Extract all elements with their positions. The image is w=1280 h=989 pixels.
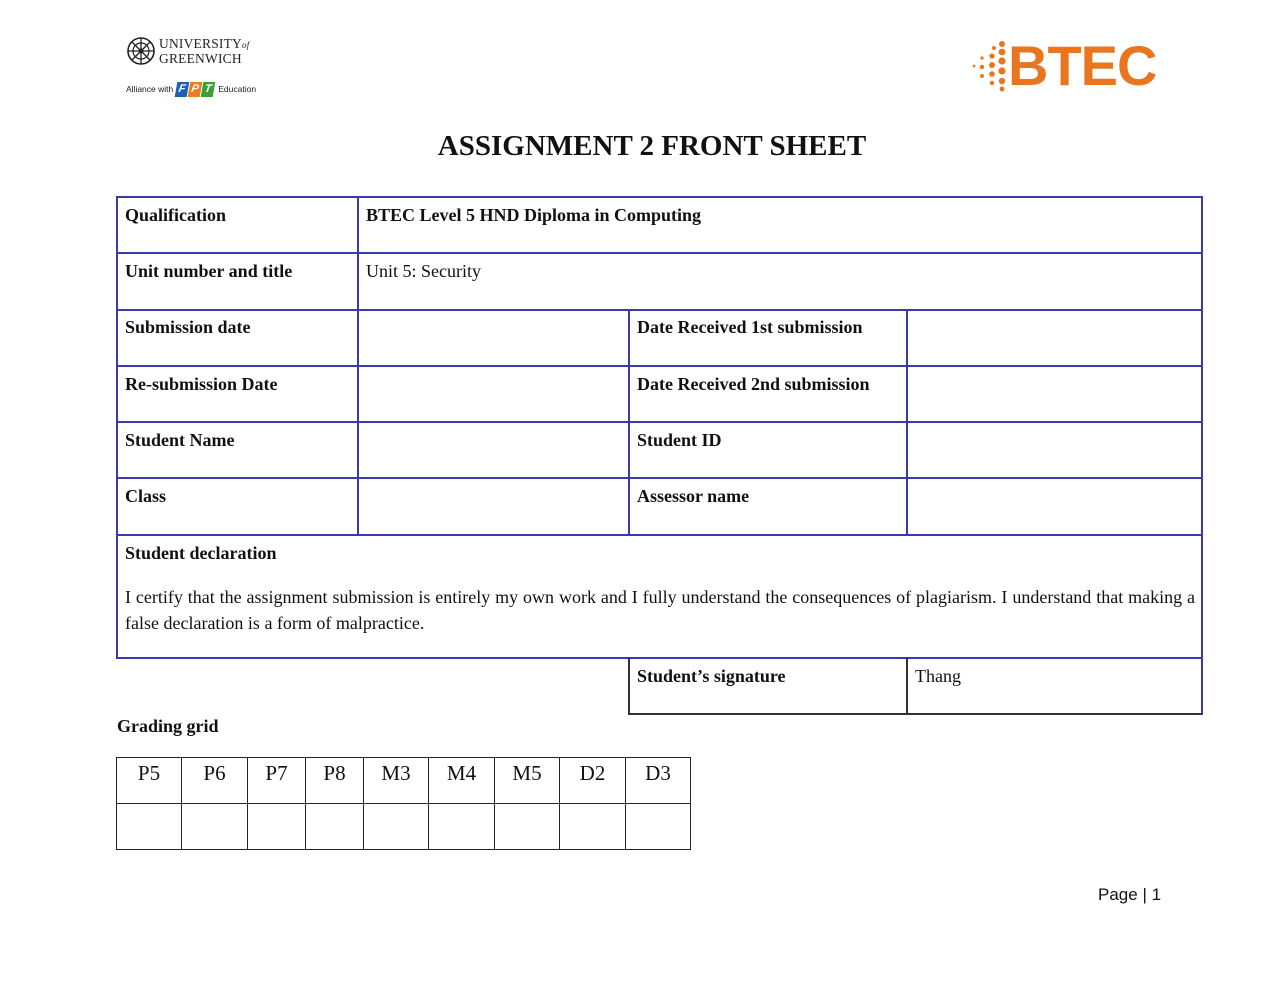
grade-criterion: D2: [560, 758, 626, 804]
date-received-2nd-label: Date Received 2nd submission: [637, 374, 870, 394]
grade-criterion: P7: [248, 758, 306, 804]
submission-date-label: Submission date: [125, 317, 251, 337]
university-seal-icon: [126, 36, 156, 66]
resubmission-date-label: Re-submission Date: [125, 374, 278, 394]
fpt-alliance-logo: Alliance with F P T Education: [126, 82, 257, 95]
unit-value: Unit 5: Security: [366, 261, 481, 281]
assessor-label: Assessor name: [637, 486, 750, 506]
grade-mark-cell: [182, 804, 248, 850]
page-number: Page | 1: [1098, 885, 1162, 904]
grade-criterion: M4: [429, 758, 495, 804]
date-received-1st-label: Date Received 1st submission: [637, 317, 863, 337]
signature-value: Thang: [915, 666, 961, 686]
qualification-value: BTEC Level 5 HND Diploma in Computing: [366, 205, 702, 225]
unit-label: Unit number and title: [125, 261, 293, 281]
university-of-greenwich-logo: [126, 36, 266, 98]
grade-criterion: M5: [495, 758, 560, 804]
grading-criteria-row: [117, 758, 691, 804]
student-name-label: Student Name: [125, 430, 235, 450]
grade-mark-cell: [364, 804, 429, 850]
grade-mark-cell: [560, 804, 626, 850]
grade-mark-cell: [626, 804, 691, 850]
submission-date-value: [358, 309, 628, 365]
grade-criterion: P8: [306, 758, 364, 804]
signature-label: Student’s signature: [637, 666, 786, 686]
grade-criterion: M3: [364, 758, 429, 804]
btec-logo: BTEC: [970, 36, 1166, 96]
declaration-heading: Student declaration: [125, 543, 277, 563]
date-received-2nd-value: [907, 366, 1201, 421]
declaration-text: I certify that the assignment submission is entirely my own work and I fully understand the consequences of plagiarism. I understand that making a false declaration is a form of malpractice.: [125, 587, 1195, 633]
btec-dots-icon: [970, 40, 1010, 92]
grading-grid: [116, 757, 691, 850]
qualification-label: Qualification: [125, 205, 227, 225]
resubmission-date-value: [358, 366, 628, 421]
grading-grid-title: Grading grid: [117, 716, 219, 736]
assessor-value: [907, 478, 1201, 534]
fpt-logo-icon: F P T: [176, 82, 215, 97]
grade-mark-cell: [248, 804, 306, 850]
student-id-label: Student ID: [637, 430, 722, 450]
university-name: UNIVERSITYof GREENWICH: [159, 36, 250, 66]
grade-criterion: P5: [117, 758, 182, 804]
grade-criterion: D3: [626, 758, 691, 804]
page-title: ASSIGNMENT 2 FRONT SHEET: [437, 130, 867, 162]
grading-marks-row: [117, 804, 691, 850]
student-name-value: [358, 422, 628, 477]
student-id-value: [907, 422, 1201, 477]
grade-mark-cell: [117, 804, 182, 850]
class-value: [358, 478, 628, 534]
grade-mark-cell: [495, 804, 560, 850]
grade-mark-cell: [429, 804, 495, 850]
grade-criterion: P6: [182, 758, 248, 804]
class-label: Class: [125, 486, 167, 506]
grade-mark-cell: [306, 804, 364, 850]
date-received-1st-value: [907, 309, 1201, 365]
